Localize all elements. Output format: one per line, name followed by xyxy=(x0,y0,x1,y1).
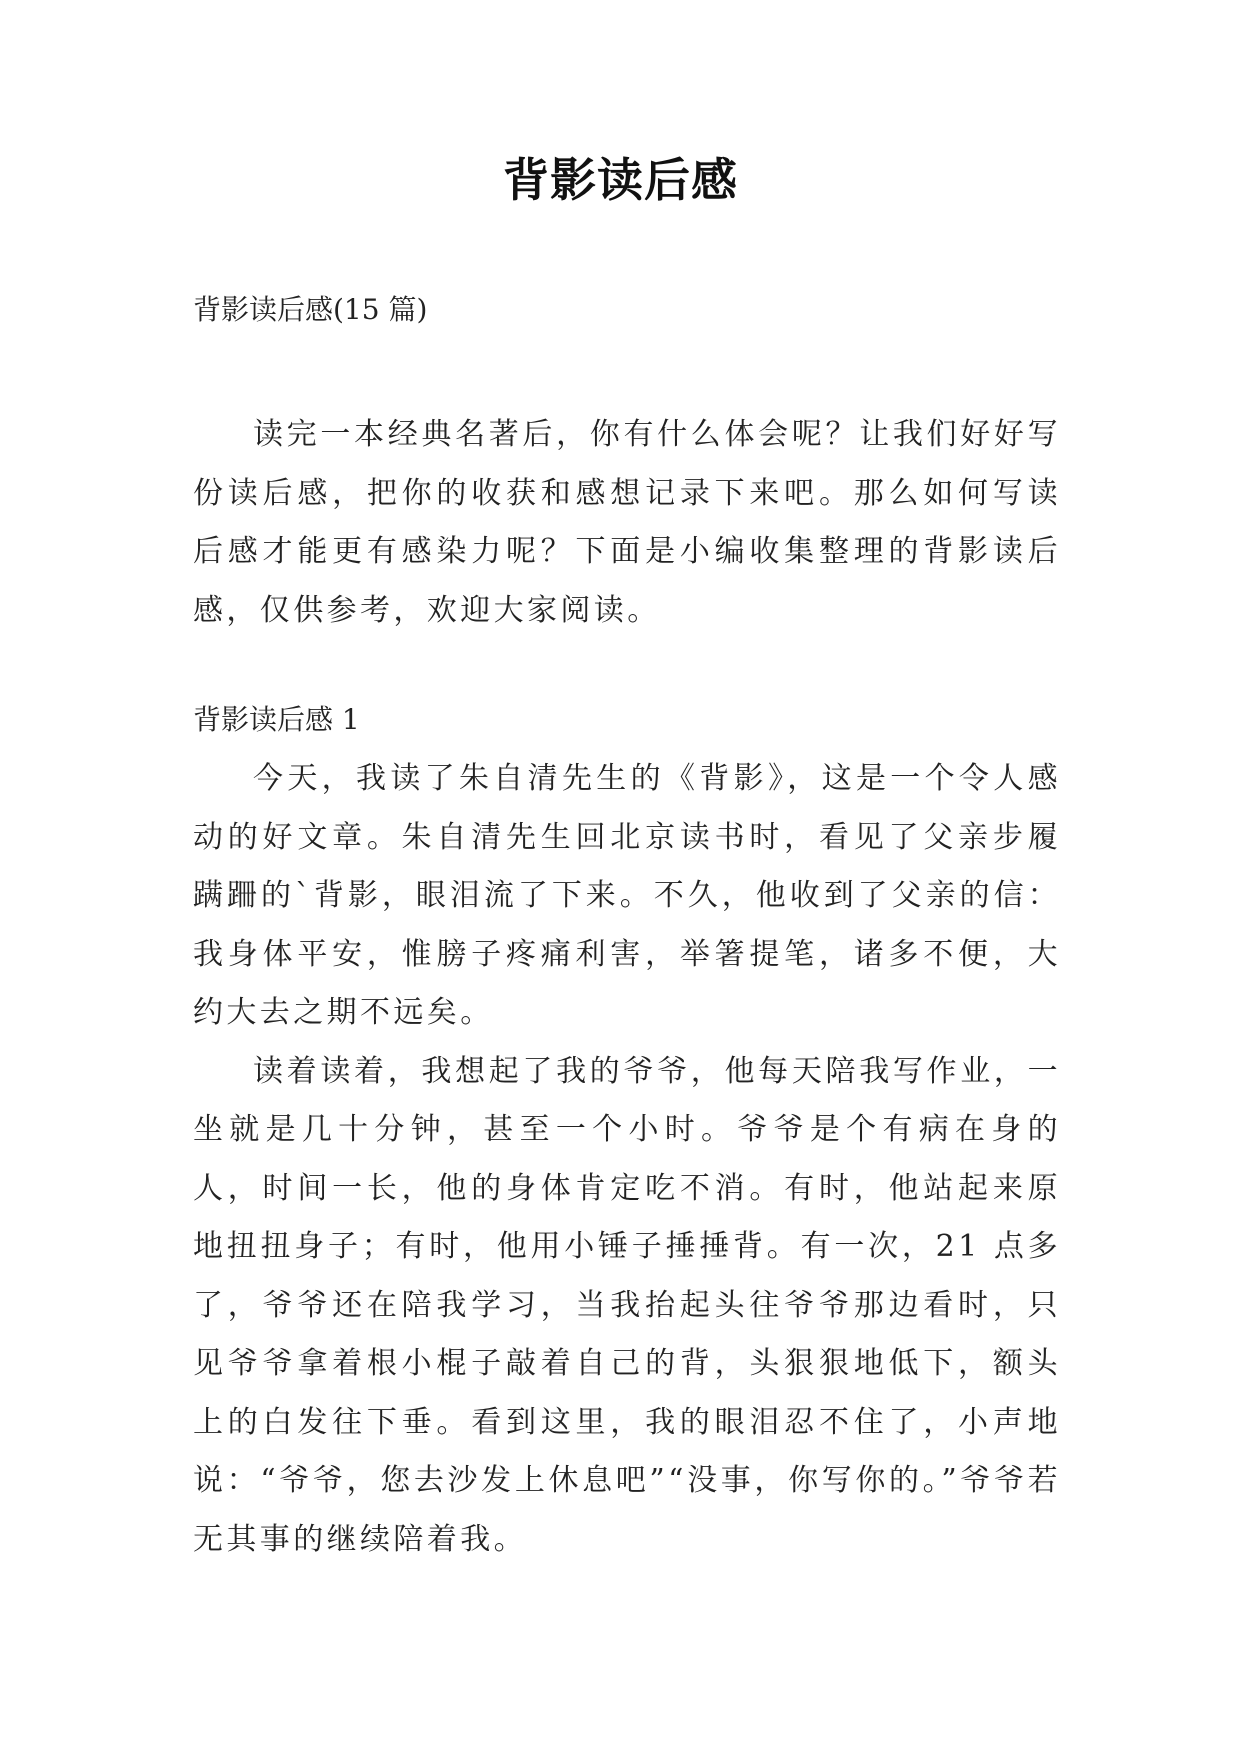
essay-paragraph-2: 读着读着，我想起了我的爷爷，他每天陪我写作业，一坐就是几十分钟，甚至一个小时。爷爷是个有病在身的人，时间一长，他的身体肯定吃不消。有时，他站起来原地扭扭身子；有时，他用小锤子捶捶背。有一次，21 点多了，爷爷还在陪我学习，当我抬起头往爷爷那边看时，只见爷爷拿着根小棍子敲着自己的背，头狠狠地低下，额头上的白发往下垂。看到这里，我的眼泪忍不住了，小声地说：“爷爷，您去沙发上休息吧”“没事，你写你的。”爷爷若无其事的继续陪着我。 xyxy=(193,1053,1061,1557)
intro-paragraph: 读完一本经典名著后，你有什么体会呢？让我们好好写份读后感，把你的收获和感想记录下来吧。那么如何写读后感才能更有感染力呢？下面是小编收集整理的背影读后感，仅供参考，欢迎大家阅读。 xyxy=(193,417,1061,628)
section-heading: 背影读后感 1 xyxy=(193,703,360,736)
document-subtitle: 背影读后感(15 篇) xyxy=(193,293,428,326)
intro-block xyxy=(193,406,1061,640)
essay-body xyxy=(193,750,1061,1569)
essay-paragraph-1: 今天，我读了朱自清先生的《背影》，这是一个令人感动的好文章。朱自清先生回北京读书时，看见了父亲步履蹒跚的`背影，眼泪流了下来。不久，他收到了父亲的信：我身体平安，惟膀子疼痛利害，举箸提笔，诸多不便，大约大去之期不远矣。 xyxy=(193,761,1061,1030)
document-title: 背影读后感 xyxy=(503,153,738,207)
